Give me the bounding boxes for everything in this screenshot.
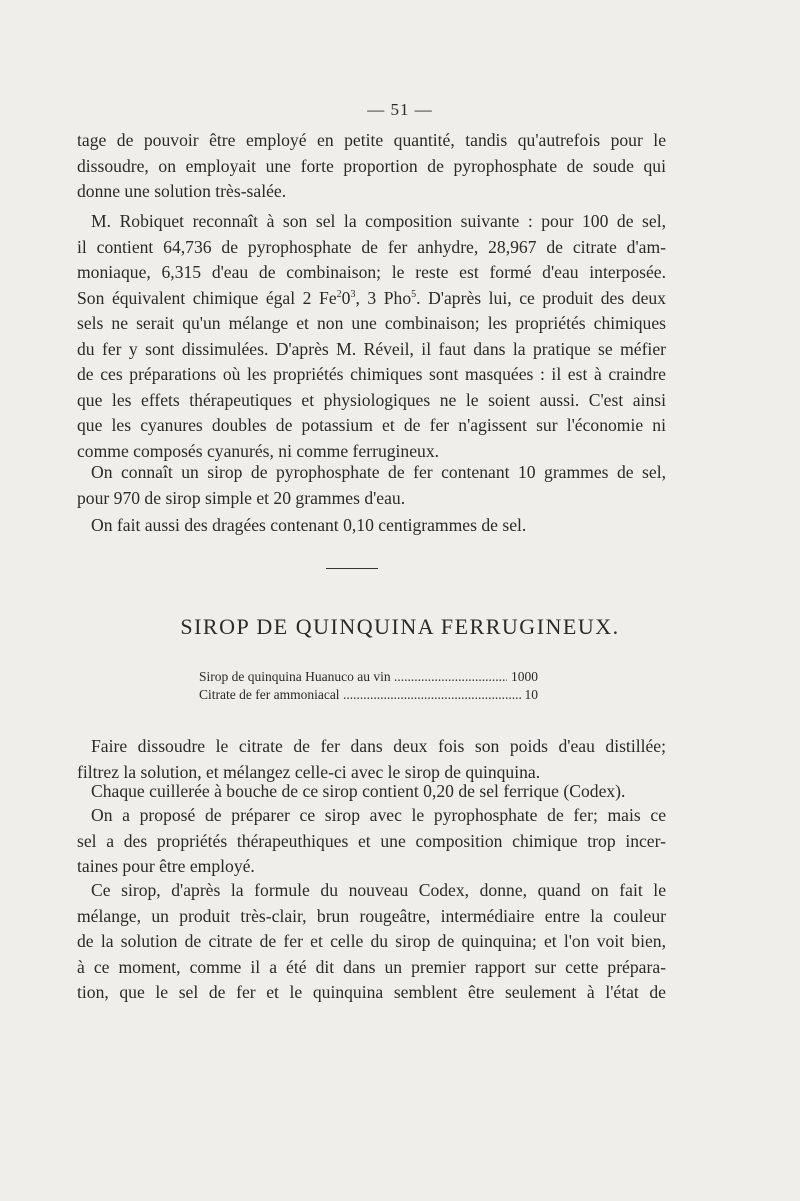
text-line: Chaque cuillerée à bouche de ce sirop contient 0,20 de sel ferrique (Codex). bbox=[91, 781, 626, 801]
text-line: que les cyanures doubles de potassium et de fer n'agissent sur l'économie ni bbox=[77, 415, 666, 435]
text-line: Ce sirop, d'après la formule du nouveau Codex, donne, quand on fait le bbox=[91, 880, 666, 900]
paragraph-robiquet bbox=[77, 209, 666, 464]
text-line: à ce moment, comme il a été dit dans un premier rapport sur cette prépara- bbox=[77, 956, 666, 977]
ingredient: Citrate de fer ammoniacal ..... bbox=[199, 686, 521, 704]
paragraph-continuation bbox=[77, 128, 666, 205]
text-line: sel a des propriétés thérapeuthiques et une composition chimique trop incer- bbox=[77, 830, 666, 851]
page-number: — 51 — bbox=[367, 100, 433, 119]
paragraph-codex bbox=[77, 878, 666, 1006]
text-line: tion, que le sel de fer et le quinquina semblent être seulement à l'état de bbox=[77, 982, 666, 1002]
paragraph-sirop-pyrophosphate bbox=[77, 460, 666, 511]
text-line: M. Robiquet reconnaît à son sel la composition suivante : pour 100 de sel, bbox=[91, 211, 666, 231]
text-line: mélange, un produit très-clair, brun rougeâtre, intermédiaire entre la couleur bbox=[77, 905, 666, 926]
text-line: donne une solution très-salée. bbox=[77, 181, 287, 201]
text-line: dissoudre, on employait une forte proportion de pyrophosphate de soude qui bbox=[77, 155, 666, 176]
text-line: comme composés cyanurés, ni comme ferrugineux. bbox=[77, 440, 440, 461]
text-line: On fait aussi des dragées contenant 0,10 centigrammes de sel. bbox=[91, 515, 527, 535]
section-divider bbox=[326, 568, 378, 569]
quantity: 1000 bbox=[511, 669, 538, 684]
text-line: de ces préparations où les propriétés chimiques sont masquées : il est à craindre bbox=[77, 364, 666, 384]
quantity: 10 bbox=[524, 687, 538, 702]
paragraph-dosage bbox=[77, 779, 666, 805]
text-line: il contient 64,736 de pyrophosphate de fer anhydre, 28,967 de citrate d'am- bbox=[77, 236, 666, 257]
text-line: du fer y sont dissimulées. D'après M. Réveil, il faut dans la pratique se méfier bbox=[77, 338, 666, 359]
paragraph-preparation bbox=[77, 734, 666, 785]
recipe-row bbox=[199, 668, 538, 686]
ingredient: Sirop de quinquina Huanuco au vin ..... bbox=[199, 668, 507, 686]
text-line: de la solution de citrate de fer et celle du sirop de quinquina; et l'on voit bien, bbox=[77, 931, 666, 951]
text-line: On connaît un sirop de pyrophosphate de fer contenant 10 grammes de sel, bbox=[91, 462, 666, 482]
paragraph-dragees bbox=[77, 513, 666, 539]
recipe-row bbox=[199, 686, 538, 704]
text-line: pour 970 de sirop simple et 20 grammes d'eau. bbox=[77, 487, 406, 508]
text-line: moniaque, 6,315 d'eau de combinaison; le reste est formé d'eau interposée. bbox=[77, 262, 666, 282]
text-line: tage de pouvoir être employé en petite quantité, tandis qu'autrefois pour le bbox=[77, 130, 666, 150]
text-line: filtrez la solution, et mélangez celle-ci avec le sirop de quinquina. bbox=[77, 761, 541, 782]
section-heading: SIROP DE QUINQUINA FERRUGINEUX. bbox=[180, 614, 620, 639]
text-line: On a proposé de préparer ce sirop avec le pyrophosphate de fer; mais ce bbox=[91, 805, 666, 825]
text-line: Faire dissoudre le citrate de fer dans deux fois son poids d'eau distillée; bbox=[91, 736, 666, 756]
text-line: sels ne serait qu'un mélange et non une combinaison; les propriétés chimiques bbox=[77, 313, 666, 333]
formula-line: Son équivalent chimique égal 2 $Fe^20^3$, 3 Pho$^5$. D'après lui, ce produit des deux bbox=[77, 287, 666, 308]
recipe-formula bbox=[199, 668, 538, 704]
paragraph-proposition bbox=[77, 803, 666, 880]
text-line: que les effets thérapeutiques et physiologiques ne le soient aussi. C'est ainsi bbox=[77, 389, 666, 410]
text-line: taines pour être employé. bbox=[77, 856, 255, 876]
